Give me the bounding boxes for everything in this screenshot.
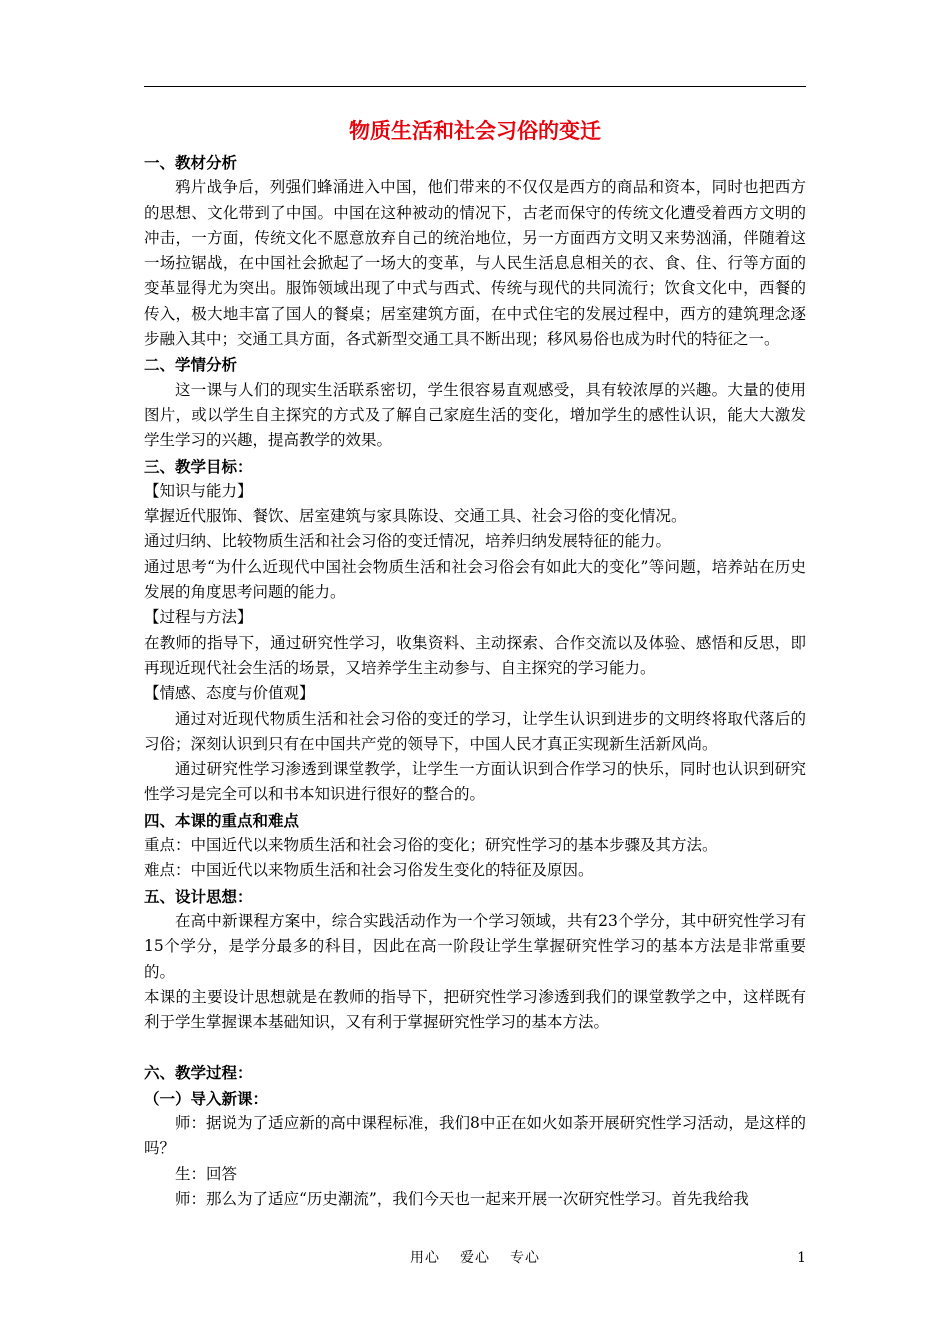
section-heading-4: 四、本课的重点和难点 <box>144 810 300 830</box>
subsection-heading-intro: （一）导入新课： <box>144 1088 269 1108</box>
header-rule <box>144 86 806 87</box>
section-heading-6: 六、教学过程： <box>144 1063 253 1083</box>
paragraph: 在教师的指导下，通过研究性学习，收集资料、主动探索、合作交流以及体验、感悟和反思，即再现近现代社会生活的场景，又培养学生主动参与、自主探究的学习能力。 <box>144 633 806 677</box>
document-body <box>144 116 806 1212</box>
page-number: 1 <box>797 1250 806 1266</box>
paragraph: 鸦片战争后，列强们蜂涌进入中国，他们带来的不仅仅是西方的商品和资本，同时也把西方的思想、文化带到了中国。中国在这种被动的情况下，古老而保守的传统文化遭受着西方文明的冲击，一方面，传统文化不愿意放弃自己的统治地位，另一方面西方文明又来势汹涌，伴随着这一场拉锯战，在中国社会掀起了一场大的变革，与人民生活息息相关的衣、食、住、行等方面的变革显得尤为突出。服饰领域出现了中式与西式、传统与现代的共同流行；饮食文化中，西餐的传入，极大地丰富了国人的餐桌；居室建筑方面，在中式住宅的发展过程中，西方的建筑理念逐步融入其中；交通工具方面，各式新型交通工具不断出现；移风易俗也成为时代的特征之一。 <box>144 178 806 349</box>
footer-word: 爱心 <box>460 1250 490 1266</box>
dialogue-line: 师：那么为了适应“历史潮流”，我们今天也一起来开展一次研究性学习。首先我给我 <box>175 1189 749 1208</box>
dialogue-line: 生：回答 <box>175 1164 238 1183</box>
paragraph: 这一课与人们的现实生活联系密切，学生很容易直观感受，具有较浓厚的兴趣。大量的使用图片，或以学生自主探究的方式及了解自己家庭生活的变化，增加学生的感性认识，能大大激发学生学习的兴趣，提高教学的效果。 <box>144 380 806 450</box>
section-heading-1: 一、教材分析 <box>144 153 238 172</box>
spacer <box>144 1035 806 1060</box>
section-heading-2: 二、学情分析 <box>144 355 238 375</box>
paragraph: 通过研究性学习渗透到课堂教学，让学生一方面认识到合作学习的快乐，同时也认识到研究性学习是完全可以和书本知识进行很好的整合的。 <box>144 760 806 804</box>
paragraph: 通过对近现代物质生活和社会习俗的变迁的学习，让学生认识到进步的文明终将取代落后的习俗；深刻认识到只有在中国共产党的领导下，中国人民才真正实现新生活新风尚。 <box>144 709 806 753</box>
dialogue-line: 师：据说为了适应新的高中课程标准，我们8中正在如火如荼开展研究性学习活动，是这样的吗？ <box>144 1113 806 1158</box>
paragraph: 本课的主要设计思想就是在教师的指导下，把研究性学习渗透到我们的课堂教学之中，这样既有利于学生掌握课本基础知识，又有利于掌握研究性学习的基本方法。 <box>144 987 806 1032</box>
subsection-label-emotion: 【情感、态度与价值观】 <box>144 684 315 703</box>
subsection-label-knowledge: 【知识与能力】 <box>144 481 253 500</box>
paragraph: 通过归纳、比较物质生活和社会习俗的变迁情况，培养归纳发展特征的能力。 <box>144 532 672 551</box>
section-heading-3: 三、教学目标： <box>144 456 253 476</box>
section-heading-5: 五、设计思想： <box>144 886 253 906</box>
footer-word: 专心 <box>510 1250 540 1266</box>
paragraph: 在高中新课程方案中，综合实践活动作为一个学习领域，共有23个学分，其中研究性学习有15个学分，是学分最多的科目，因此在高一阶段让学生掌握研究性学习的基本方法是非常重要的。 <box>144 911 806 981</box>
page-footer <box>144 1248 806 1268</box>
footer-word: 用心 <box>410 1250 440 1266</box>
paragraph: 通过思考“为什么近现代中国社会物质生活和社会习俗会有如此大的变化”等问题，培养站在历史发展的角度思考问题的能力。 <box>144 557 806 602</box>
subsection-label-method: 【过程与方法】 <box>144 608 253 627</box>
difficult-point: 难点：中国近代以来物质生活和社会习俗发生变化的特征及原因。 <box>144 861 594 880</box>
key-point: 重点：中国近代以来物质生活和社会习俗的变化；研究性学习的基本步骤及其方法。 <box>144 836 718 855</box>
footer-motto <box>144 1248 806 1268</box>
document-title: 物质生活和社会习俗的变迁 <box>349 118 601 143</box>
paragraph: 掌握近代服饰、餐饮、居室建筑与家具陈设、交通工具、社会习俗的变化情况。 <box>144 507 687 526</box>
